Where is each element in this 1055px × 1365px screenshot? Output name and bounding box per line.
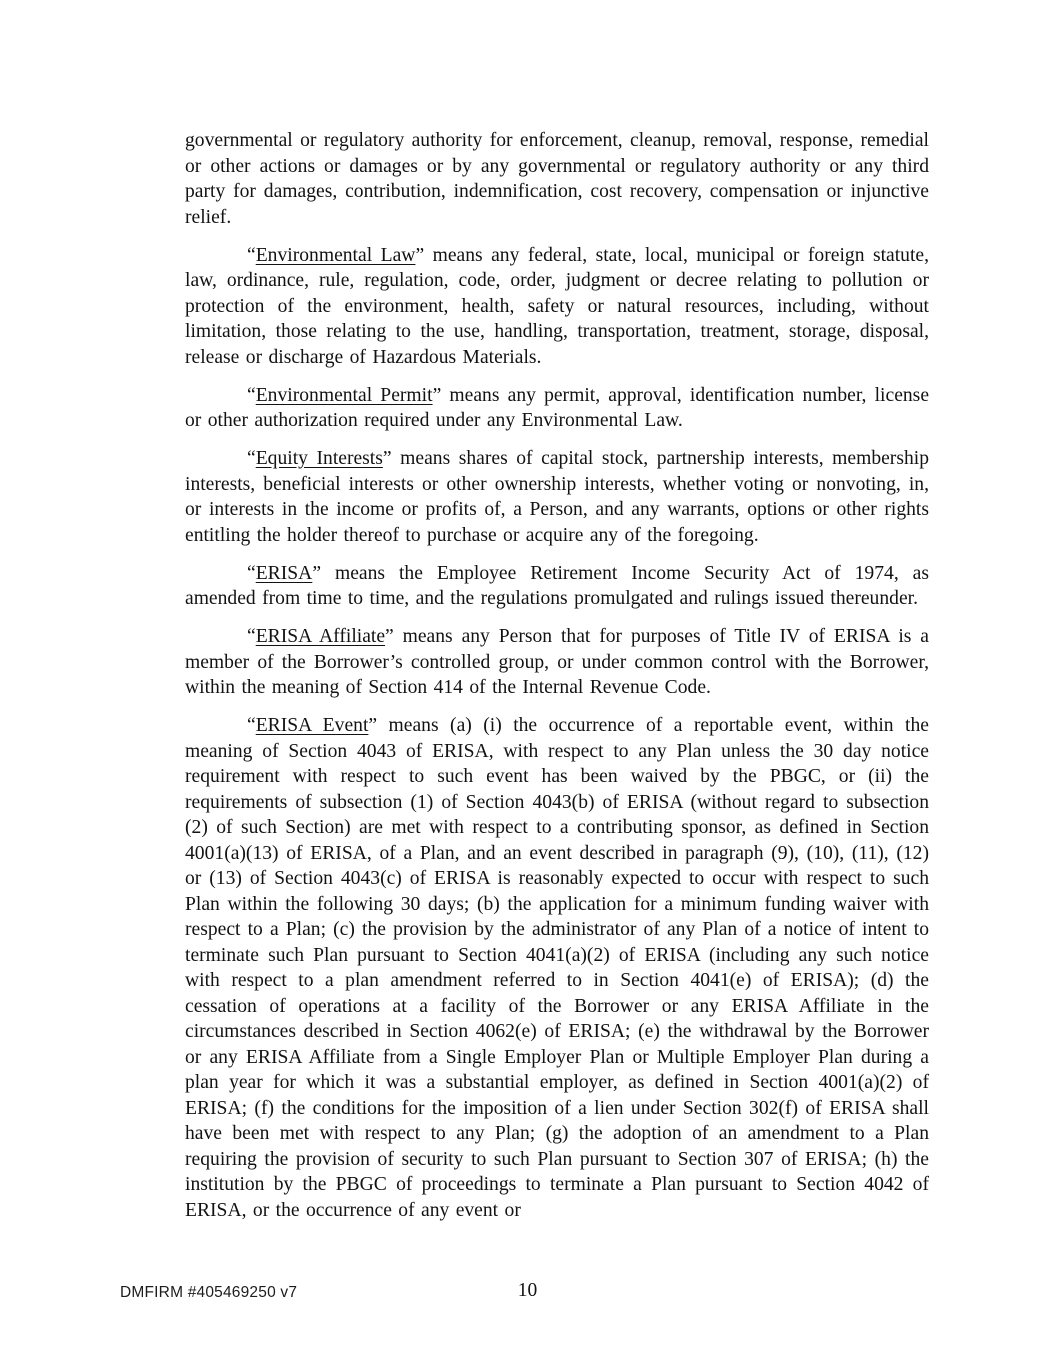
paragraph-text: ” means shares of capital stock, partnership interests, membership interests, beneficial interests or other ownership interests, whether voting or nonvoting, in, or interests in the income or profits of, a Person, and any warrants, options or other rights entitling the holder thereof to purchase or acquire any of the foregoing. xyxy=(185,448,929,546)
paragraph-text: ” means (a) (i) the occurrence of a reportable event, within the meaning of Section 4043 of ERISA, with respect to any Plan unless the 30 day notice requirement with respect to such event has been waived by the PBGC, or (ii) the requirements of subsection (1) of Section 4043(b) of ERISA (without regard to subsection (2) of such Section) are met with respect to a contributing sponsor, as defined in Section 4001(a)(13) of ERISA, of a Plan, and an event described in paragraph (9), (10), (11), (12) or (13) of Section 4043(c) of ERISA is reasonably expected to occur with respect to such Plan within the following 30 days; (b) the application for a minimum funding waiver with respect to a Plan; (c) the provision by the administrator of any Plan of a notice of intent to terminate such Plan pursuant to Section 4041(a)(2) of ERISA (including any such notice with respect to a plan amendment referred to in Section 4041(e) of ERISA); (d) the cessation of operations at a facility of the Borrower or any ERISA Affiliate in the circumstances described in Section 4062(e) of ERISA; (e) the withdrawal by the Borrower or any ERISA Affiliate from a Single Employer Plan or Multiple Employer Plan during a plan year for which it was a substantial employer, as defined in Section 4001(a)(2) of ERISA; (f) the conditions for the imposition of a lien under Section 302(f) of ERISA shall have been met with respect to any Plan; (g) the adoption of an amendment to a Plan requiring the provision of security to such Plan pursuant to Section 307 of ERISA; (h) the institution by the PBGC of proceedings to terminate a Plan pursuant to Section 4042 of ERISA, or the occurrence of any event or xyxy=(185,715,929,1221)
paragraph-text: ” means any federal, state, local, municipal or foreign statute, law, ordinance, rule, regulation, code, order, judgment or decree relating to pollution or protection of the environment, health, safety or natural resources, including, without limitation, those relating to the use, handling, transportation, treatment, storage, disposal, release or discharge of Hazardous Materials. xyxy=(185,244,929,368)
paragraph xyxy=(185,561,929,612)
paragraph-text: “ xyxy=(247,715,256,736)
page-number: 10 xyxy=(517,1280,538,1301)
paragraph-text: “ xyxy=(247,626,256,647)
paragraph-text: “ xyxy=(247,384,256,406)
defined-term: ERISA Affiliate xyxy=(255,626,386,647)
paragraph-text: ” means any Person that for purposes of Title IV of ERISA is a member of the Borrower’s controlled group, or under common control with the Borrower, within the meaning of Section 414 of the Internal Revenue Code. xyxy=(185,626,929,698)
paragraph-text: “ xyxy=(247,562,256,584)
paragraph xyxy=(185,713,929,1223)
paragraph-text: ” means any permit, approval, identification number, license or other authorization required under any Environmental Law. xyxy=(185,384,930,431)
defined-term: ERISA xyxy=(255,562,313,584)
paragraph xyxy=(185,624,929,701)
paragraph-text: “ xyxy=(247,448,256,469)
defined-term: Environmental Law xyxy=(255,244,416,266)
document-id-footer: DMFIRM #405469250 v7 xyxy=(120,1284,298,1301)
document-body xyxy=(185,128,929,1236)
paragraph xyxy=(185,243,929,371)
paragraph-text: “ xyxy=(247,244,256,266)
paragraph-text: governmental or regulatory authority for enforcement, cleanup, removal, response, remedial or other actions or damages or by any governmental or regulatory authority or any third party for damages, contribution, indemnification, cost recovery, compensation or injunctive relief. xyxy=(185,130,929,228)
defined-term: ERISA Event xyxy=(255,715,369,736)
defined-term: Environmental Permit xyxy=(255,384,433,406)
paragraph xyxy=(185,446,929,548)
paragraph xyxy=(185,383,929,434)
paragraph xyxy=(185,128,929,230)
defined-term: Equity Interests xyxy=(255,448,383,469)
paragraph-text: ” means the Employee Retirement Income Security Act of 1974, as amended from time to time, and the regulations promulgated and rulings issued thereunder. xyxy=(185,562,929,609)
